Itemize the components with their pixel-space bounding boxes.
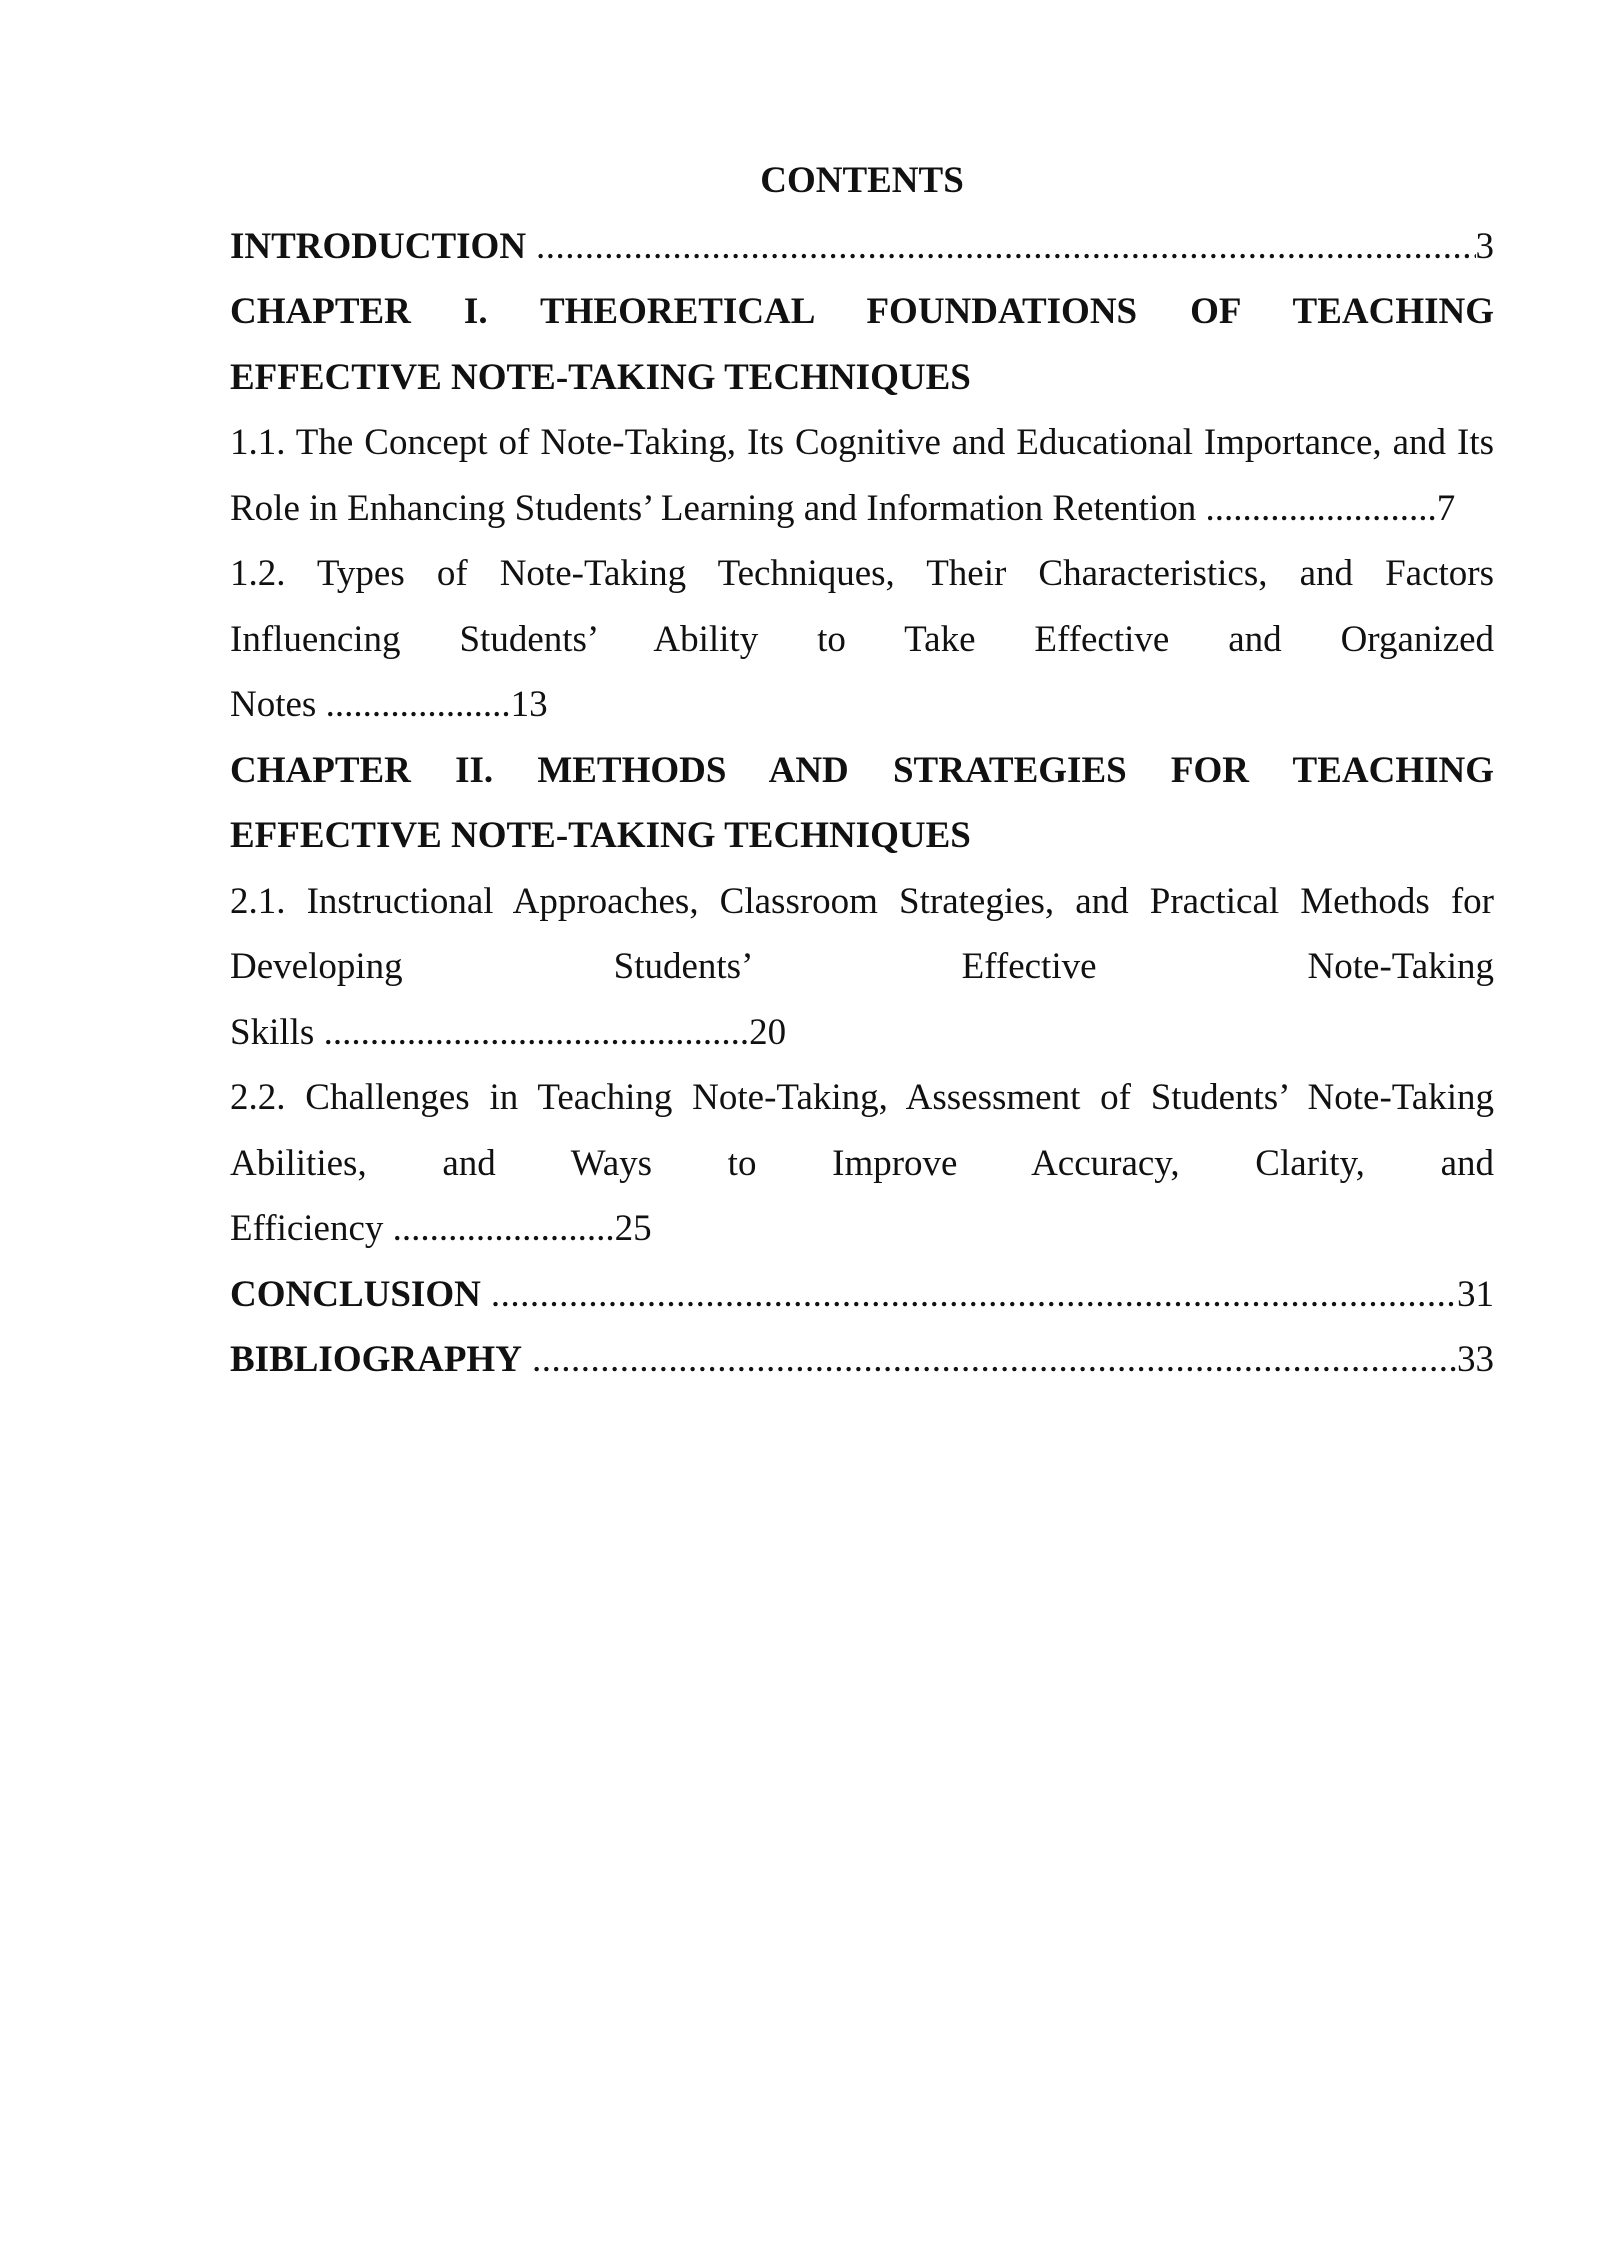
- section-line: [230, 1000, 1494, 1066]
- toc-entry-conclusion: [230, 1262, 1494, 1328]
- toc-title: CONTENTS: [760, 160, 964, 201]
- toc-chapter-1: [230, 279, 1494, 410]
- table-of-contents: [230, 148, 1494, 1393]
- toc-page-number: 13: [510, 684, 548, 725]
- chapter-heading-line: EFFECTIVE NOTE-TAKING TECHNIQUES: [230, 356, 971, 398]
- section-text: Notes: [230, 684, 317, 725]
- toc-entry-label: BIBLIOGRAPHY: [230, 1339, 522, 1380]
- toc-entry-label: CONCLUSION: [230, 1273, 481, 1315]
- toc-entry-introduction: [230, 214, 1494, 280]
- toc-entry-bibliography: [230, 1327, 1494, 1393]
- section-line: [230, 476, 1494, 542]
- section-line: Developing Students’ Effective Note-Taking: [230, 946, 1494, 987]
- dot-leader: ........................: [392, 1208, 615, 1249]
- toc-section-1-2: [230, 541, 1494, 738]
- chapter-heading-line: CHAPTER I. THEORETICAL FOUNDATIONS OF TEACHING: [230, 291, 1494, 332]
- dot-leader: [532, 1327, 1457, 1393]
- dot-leader: .........................: [1205, 487, 1437, 529]
- section-line: [230, 672, 1494, 738]
- toc-section-2-2: [230, 1065, 1494, 1262]
- section-line: Abilities, and Ways to Improve Accuracy, Clarity, and: [230, 1142, 1494, 1184]
- chapter-heading-line: CHAPTER II. METHODS AND STRATEGIES FOR TEACHING: [230, 749, 1494, 791]
- section-line: [230, 1196, 1494, 1262]
- section-line: 1.2. Types of Note-Taking Techniques, Their Characteristics, and Factors: [230, 553, 1494, 594]
- toc-section-2-1: [230, 869, 1494, 1066]
- section-text: Efficiency: [230, 1208, 384, 1249]
- toc-entry-label: INTRODUCTION: [230, 225, 527, 267]
- toc-page-number: 33: [1457, 1339, 1494, 1380]
- section-line: 2.1. Instructional Approaches, Classroom Strategies, and Practical Methods for: [230, 880, 1494, 922]
- toc-page-number: 3: [1475, 225, 1494, 267]
- chapter-heading-line: EFFECTIVE NOTE-TAKING TECHNIQUES: [230, 815, 971, 856]
- toc-page-number: 31: [1457, 1273, 1494, 1315]
- section-text: Role in Enhancing Students’ Learning and Information Retention: [230, 487, 1197, 529]
- section-line: 2.2. Challenges in Teaching Note-Taking, Assessment of Students’ Note-Taking: [230, 1077, 1494, 1118]
- toc-page-number: 20: [749, 1011, 787, 1053]
- dot-leader: [491, 1262, 1457, 1328]
- dot-leader: [536, 214, 1475, 280]
- dot-leader: ..............................................: [323, 1011, 750, 1053]
- dot-leader: ....................: [325, 684, 511, 725]
- toc-page-number: 25: [614, 1208, 652, 1249]
- section-line: 1.1. The Concept of Note-Taking, Its Cognitive and Educational Importance, and Its: [230, 422, 1494, 463]
- section-line: Influencing Students’ Ability to Take Effective and Organized: [230, 618, 1494, 660]
- toc-section-1-1: [230, 410, 1494, 541]
- toc-page-number: 7: [1436, 487, 1456, 529]
- toc-chapter-2: [230, 738, 1494, 869]
- section-text: Skills: [230, 1011, 315, 1053]
